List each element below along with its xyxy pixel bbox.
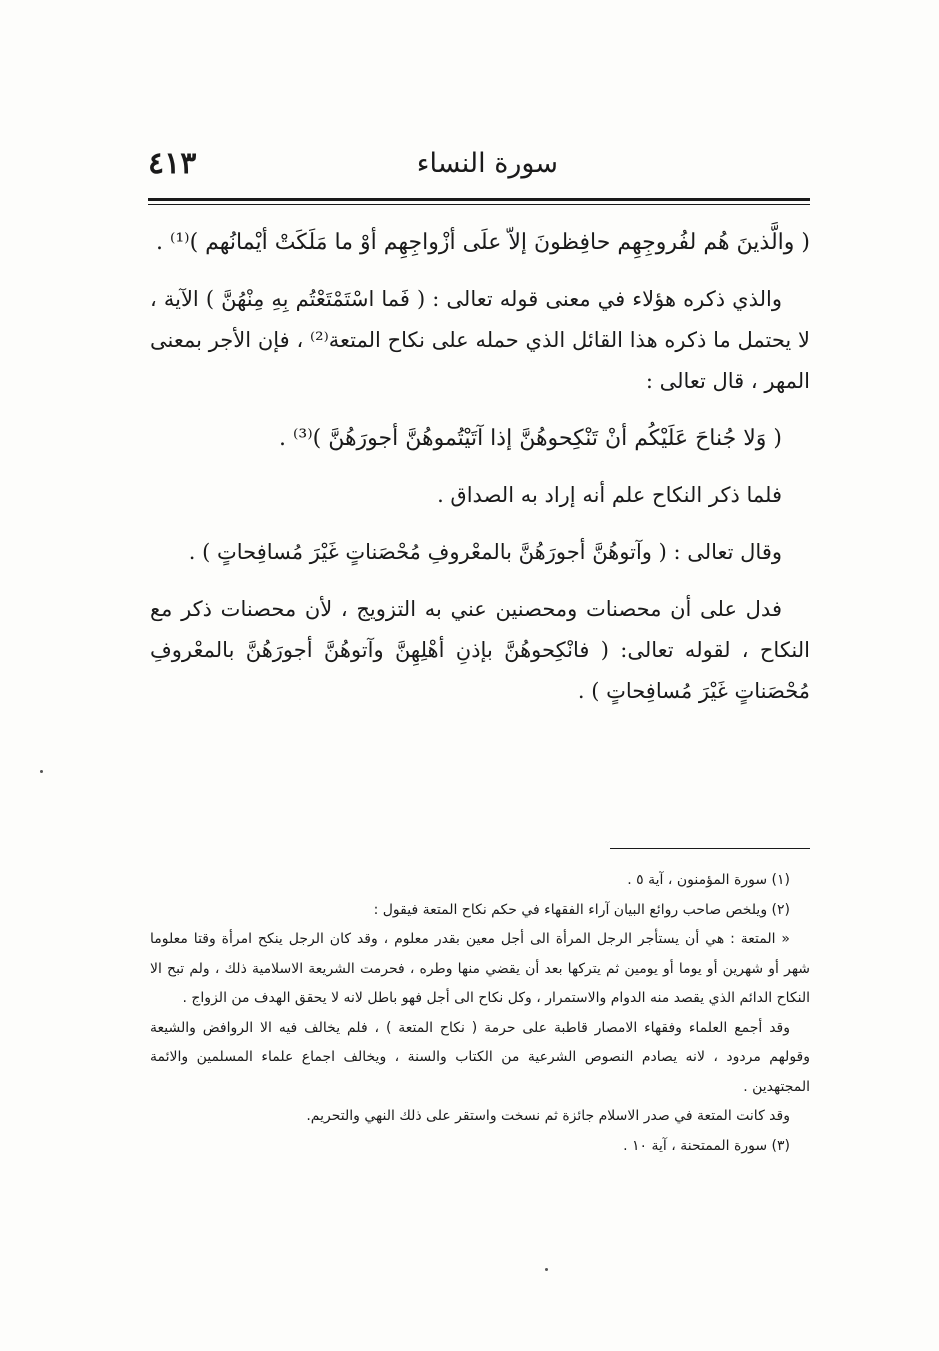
paragraph-verse-3: ( وَلا جُناحَ عَلَيْكُم أنْ تَنْكِحوهُنَّ إذا آتَيْتُموهُنَّ أجورَهُنَّ )⁽³⁾ . — [279, 426, 782, 451]
paragraph-5: وقال تعالى : ( وآتوهُنَّ أجورَهُنَّ بالمعْروفِ مُحْصَناتٍ غَيْرَ مُسافِحاتٍ ) . — [188, 540, 782, 564]
footnote-1: (١) سورة المؤمنون ، آية ٥ . — [627, 872, 790, 888]
header-rule-thick — [148, 198, 810, 201]
footnote-2-intro: (٢) ويلخص صاحب روائع البيان آراء الفقهاء في حكم نكاح المتعة فيقول : — [373, 901, 790, 918]
paragraph-4: فلما ذكر النكاح علم أنه إراد به الصداق . — [437, 483, 782, 507]
paragraph-verse-1: ( والَّذينَ هُم لفُروجِهِم حافِظونَ إلاّ علَى أزْواجِهِم أوْ ما مَلَكَتْ أيْمانُهم )⁽¹⁾ . — [155, 230, 810, 255]
page-number: ٤١٣ — [148, 146, 197, 181]
page-header — [148, 140, 808, 190]
paragraph-2: والذي ذكره هؤلاء في معنى قوله تعالى : ( فَما اسْتَمْتَعْتُم بِهِ مِنْهُنَّ ) الآية ، لا يحتمل ما ذكره هذا القائل الذي حمله على نكاح المتعة⁽²⁾ ، فإن الأجر بمعنى المهر ، قال تعالى : — [150, 287, 810, 393]
footnote-2-consensus: وقد أجمع العلماء وفقهاء الامصار قاطبة على حرمة ( نكاح المتعة ) ، فلم يخالف فيه الا الروافض والشيعة وقولهم مردود ، لانه يصادم النصوص الشرعية من الكتاب والسنة ، ويخالف اجماع علماء المسلمين والائمة المجتهدين . — [150, 1019, 810, 1095]
scan-speck — [545, 1268, 548, 1271]
running-title: سورة النساء — [416, 148, 558, 179]
main-text — [150, 222, 810, 728]
scan-speck — [40, 770, 43, 773]
header-rule-thin — [148, 204, 810, 205]
footnote-2-history: وقد كانت المتعة في صدر الاسلام جائزة ثم نسخت واستقر على ذلك النهي والتحريم. — [306, 1108, 790, 1124]
footnote-2-quote: « المتعة : هي أن يستأجر الرجل المرأة الى أجل معين بقدر معلوم ، وقد كان الرجل ينكح امرأة وقتا معلوما شهر أو شهرين أو يوما أو يومين ثم يتركها بعد أن يقضي منها وطره ، فحرمت الشريعة الاسلامية ذلك ، ولم تبح الا النكاح الدائم الذي يقصد منه الدوام والاستمرار ، وكل نكاح الى أجل فهو باطل لانه لا يحقق الهدف من الزواج . — [150, 931, 810, 1006]
footnote-3: (٣) سورة الممتحنة ، آية ١٠ . — [623, 1137, 790, 1154]
footnotes — [150, 866, 810, 1161]
footnote-separator — [610, 848, 810, 849]
paragraph-6: فدل على أن محصنات ومحصنين عني به التزويج ، لأن محصنات ذكر مع النكاح ، لقوله تعالى: ( فانْكِحوهُنَّ بإذنِ أهْلِهِنَّ وآتوهُنَّ أجورَهُنَّ بالمعْروفِ مُحْصَناتٍ غَيْرَ مُسافِحاتٍ ) . — [150, 597, 810, 703]
